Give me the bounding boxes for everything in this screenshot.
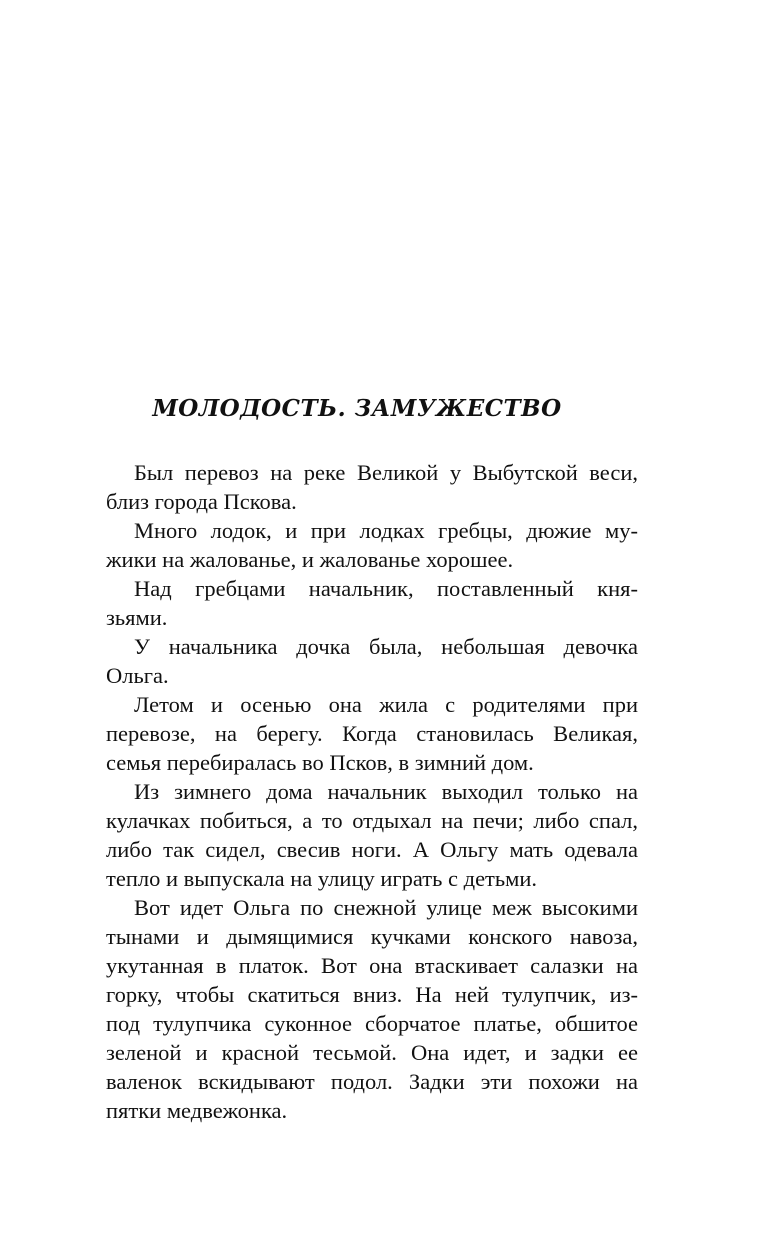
text-line: Над гребцами начальник, поставленный кня- bbox=[134, 576, 638, 601]
paragraph bbox=[78, 893, 638, 1125]
text-line: укутанная в платок. Вот она втаскивает салазки на bbox=[106, 953, 638, 978]
paragraph bbox=[78, 632, 638, 690]
paragraph bbox=[78, 574, 638, 632]
text-line: Ольга. bbox=[106, 663, 169, 688]
text-line: тынами и дымящимися кучками конского навоза, bbox=[106, 924, 638, 949]
paragraph bbox=[78, 516, 638, 574]
text-line: близ города Пскова. bbox=[106, 489, 297, 514]
text-line: под тулупчика суконное сборчатое платье, обшитое bbox=[106, 1011, 638, 1036]
text-line: перевозе, на берегу. Когда становилась Великая, bbox=[106, 721, 638, 746]
paragraph bbox=[78, 458, 638, 516]
text-line: Из зимнего дома начальник выходил только на bbox=[134, 779, 638, 804]
text-line: зеленой и красной тесьмой. Она идет, и задки ее bbox=[106, 1040, 638, 1065]
text-line: либо так сидел, свесив ноги. А Ольгу мать одевала bbox=[106, 837, 638, 862]
body-text bbox=[78, 458, 638, 1125]
paragraph bbox=[78, 690, 638, 777]
text-line: горку, чтобы скатиться вниз. На ней тулупчик, из- bbox=[106, 982, 638, 1007]
text-line: Был перевоз на реке Великой у Выбутской веси, bbox=[134, 460, 638, 485]
text-line: семья перебиралась во Псков, в зимний дом. bbox=[106, 750, 534, 775]
text-line: кулачках побиться, а то отдыхал на печи; либо спал, bbox=[106, 808, 638, 833]
text-line: зьями. bbox=[106, 605, 168, 630]
text-line: Вот идет Ольга по снежной улице меж высокими bbox=[134, 895, 638, 920]
text-line: пятки медвежонка. bbox=[106, 1098, 288, 1123]
text-line: жики на жалованье, и жалованье хорошее. bbox=[106, 547, 514, 572]
text-line: У начальника дочка была, небольшая девочка bbox=[134, 634, 638, 659]
text-line: Много лодок, и при лодках гребцы, дюжие му- bbox=[134, 518, 638, 543]
chapter-title: МОЛОДОСТЬ. ЗАМУЖЕСТВО bbox=[152, 395, 562, 422]
text-line: валенок вскидывают подол. Задки эти похожи на bbox=[106, 1069, 638, 1094]
paragraph bbox=[78, 777, 638, 893]
text-line: Летом и осенью она жила с родителями при bbox=[134, 692, 638, 717]
text-line: тепло и выпускала на улицу играть с детьми. bbox=[106, 866, 538, 891]
